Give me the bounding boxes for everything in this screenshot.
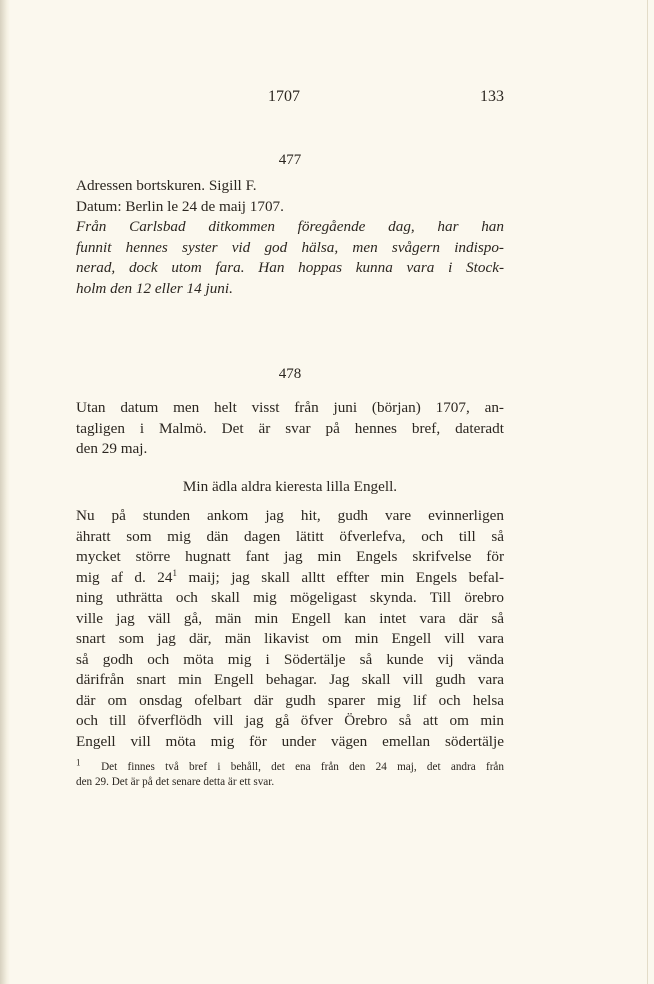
running-header	[76, 88, 504, 110]
summary-line: nerad, dock utom fara. Han hoppas kunna vara i Stock-	[76, 259, 504, 276]
letter-478-body	[76, 506, 504, 752]
letter-477-metadata	[76, 176, 504, 299]
body-line: så godh och möta mig i Södertälje så kunde vij vända	[76, 650, 504, 668]
address-note: Adressen bortskuren. Sigill F.	[76, 177, 257, 194]
body-line: ville jag väll gå, män min Engell kan intet vara där så	[76, 609, 504, 627]
body-line: ähratt som mig dän dagen lätitt öfverlefva, och till så	[76, 527, 504, 545]
letter-number-477: 477	[278, 152, 302, 168]
intro-line: tagligen i Malmö. Det är svar på hennes bref, dateradt	[76, 419, 504, 437]
page-binding-shadow	[0, 0, 10, 984]
summary-line: funnit hennes syster vid god hälsa, men svågern indispo-	[76, 238, 504, 256]
body-text: maij; jag skall alltt effter min Engels befal-	[177, 568, 504, 586]
date-note: Datum: Berlin le 24 de maij 1707.	[76, 197, 284, 215]
footnote-line	[76, 757, 504, 775]
body-line: Nu på stunden ankom jag hit, gudh vare evinnerligen	[76, 507, 504, 524]
intro-line: den 29 maj.	[76, 440, 148, 457]
intro-line: Utan datum men helt visst från juni (början) 1707, an-	[76, 399, 504, 416]
body-text: mig af d. 24	[76, 568, 173, 586]
footnote-line: den 29. Det är på det senare detta är ett svar.	[76, 776, 275, 788]
page-edge	[647, 0, 648, 984]
body-line: snart som jag där, män likavist om min Engell vill vara	[76, 630, 504, 647]
page-number: 133	[480, 88, 504, 105]
summary-line: Från Carlsbad ditkommen föregående dag, har han	[76, 218, 504, 235]
body-line: och till öfverflödh vill jag gå öfver Örebro så att om min	[76, 712, 504, 729]
body-line: därifrån snart min Engell behagar. Jag skall vill gudh vara	[76, 671, 504, 688]
letter-number-478: 478	[278, 366, 302, 382]
body-line: mycket större hugnatt fant jag min Engels skrifvelse för	[76, 548, 504, 565]
footnote-text: Det finnes två bref i behåll, det ena från den 24 maj, det andra från	[101, 761, 504, 773]
salutation: Min ädla aldra kieresta lilla Engell.	[182, 478, 398, 495]
body-line	[76, 568, 504, 589]
summary-line: holm den 12 eller 14 juni.	[76, 279, 233, 297]
body-line: ning uthrätta och skall mig mögeligast skynda. Till örebro	[76, 589, 504, 606]
body-line: där om onsdag ofelbart där gudh sparer mig lif och helsa	[76, 691, 504, 709]
letter-478-intro	[76, 398, 504, 460]
footnote-marker: 1	[76, 757, 81, 768]
footnote	[76, 757, 504, 790]
body-line: Engell vill möta mig för under vägen emellan södertälje	[76, 732, 504, 750]
footnote-ref: 1	[172, 567, 177, 578]
header-year: 1707	[268, 88, 300, 105]
